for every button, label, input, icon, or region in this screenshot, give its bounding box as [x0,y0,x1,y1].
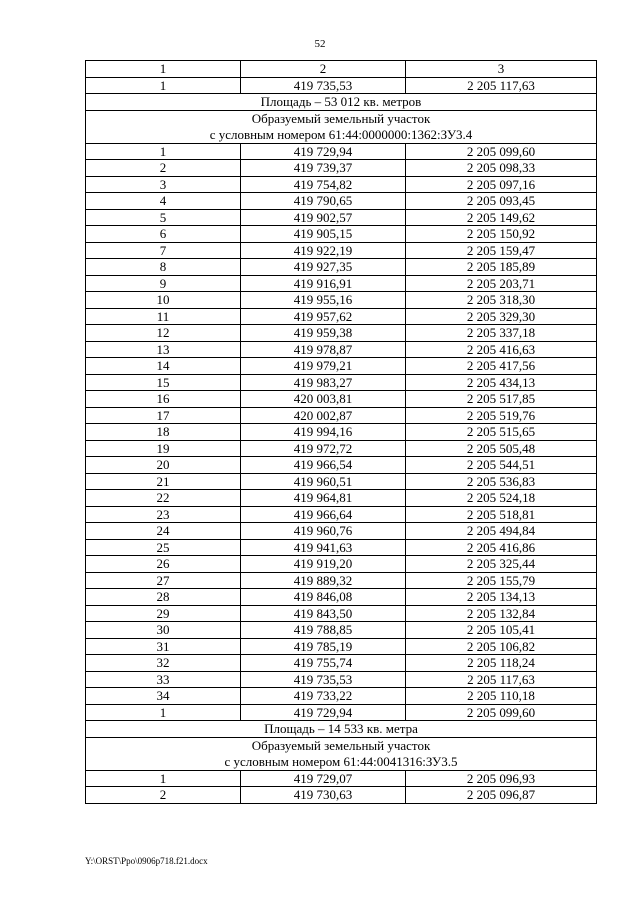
point-number: 11 [86,308,241,325]
y-coordinate: 2 205 417,56 [406,358,597,375]
x-coordinate: 419 739,37 [241,160,406,177]
y-coordinate: 2 205 434,13 [406,374,597,391]
parcel-title [86,110,597,143]
table-row [86,473,597,490]
x-coordinate: 419 964,81 [241,490,406,507]
parcel-title-line: Образуемый земельный участок [251,737,431,753]
point-number: 1 [86,77,241,94]
x-coordinate: 419 994,16 [241,424,406,441]
parcel-title [86,737,597,770]
x-coordinate: 419 846,08 [241,589,406,606]
point-number: 2 [86,787,241,804]
point-number: 6 [86,226,241,243]
y-coordinate: 2 205 132,84 [406,605,597,622]
y-coordinate: 2 205 098,33 [406,160,597,177]
point-number: 24 [86,523,241,540]
table-header-row [86,61,597,78]
file-path-footer: Y:\ORST\Ppo\0906p718.f21.docx [85,856,208,866]
table-row [86,407,597,424]
point-number: 9 [86,275,241,292]
y-coordinate: 2 205 118,24 [406,655,597,672]
table-row [86,193,597,210]
x-coordinate: 419 960,51 [241,473,406,490]
table-row [86,209,597,226]
x-coordinate: 420 002,87 [241,407,406,424]
x-coordinate: 419 972,72 [241,440,406,457]
point-number: 16 [86,391,241,408]
y-coordinate: 2 205 117,63 [406,671,597,688]
point-number: 25 [86,539,241,556]
y-coordinate: 2 205 519,76 [406,407,597,424]
table-row [86,259,597,276]
x-coordinate: 419 959,38 [241,325,406,342]
y-coordinate: 2 205 515,65 [406,424,597,441]
y-coordinate: 2 205 155,79 [406,572,597,589]
y-coordinate: 2 205 318,30 [406,292,597,309]
area-value: Площадь – 53 012 кв. метров [86,94,597,111]
parcel-title-row [86,110,597,143]
point-number: 14 [86,358,241,375]
point-number: 7 [86,242,241,259]
y-coordinate: 2 205 096,93 [406,770,597,787]
table-row [86,605,597,622]
point-number: 17 [86,407,241,424]
point-number: 27 [86,572,241,589]
table-row [86,242,597,259]
y-coordinate: 2 205 517,85 [406,391,597,408]
y-coordinate: 2 205 149,62 [406,209,597,226]
y-coordinate: 2 205 097,16 [406,176,597,193]
table-row [86,424,597,441]
x-coordinate: 419 735,53 [241,77,406,94]
y-coordinate: 2 205 494,84 [406,523,597,540]
y-coordinate: 2 205 505,48 [406,440,597,457]
x-coordinate: 419 966,54 [241,457,406,474]
table-row [86,391,597,408]
table-row [86,341,597,358]
table-row [86,440,597,457]
x-coordinate: 419 955,16 [241,292,406,309]
table-row [86,539,597,556]
point-number: 30 [86,622,241,639]
point-number: 34 [86,688,241,705]
point-number: 21 [86,473,241,490]
y-coordinate: 2 205 099,60 [406,143,597,160]
area-row [86,94,597,111]
table-row [86,638,597,655]
point-number: 28 [86,589,241,606]
point-number: 23 [86,506,241,523]
point-number: 29 [86,605,241,622]
point-number: 5 [86,209,241,226]
point-number: 4 [86,193,241,210]
x-coordinate: 419 729,94 [241,143,406,160]
parcel-number-line: с условным номером 61:44:0000000:1362:ЗУ3.4 [209,126,473,142]
point-number: 1 [86,770,241,787]
table-row [86,770,597,787]
x-coordinate: 419 754,82 [241,176,406,193]
table-row [86,77,597,94]
y-coordinate: 2 205 096,87 [406,787,597,804]
table-row [86,655,597,672]
x-coordinate: 419 983,27 [241,374,406,391]
table-row [86,704,597,721]
point-number: 20 [86,457,241,474]
x-coordinate: 419 922,19 [241,242,406,259]
x-coordinate: 419 733,22 [241,688,406,705]
table-row [86,325,597,342]
x-coordinate: 419 755,74 [241,655,406,672]
point-number: 12 [86,325,241,342]
x-coordinate: 419 730,63 [241,787,406,804]
y-coordinate: 2 205 416,63 [406,341,597,358]
point-number: 32 [86,655,241,672]
x-coordinate: 419 966,64 [241,506,406,523]
y-coordinate: 2 205 110,18 [406,688,597,705]
point-number: 13 [86,341,241,358]
table-row [86,572,597,589]
table-row [86,374,597,391]
point-number: 31 [86,638,241,655]
table-row [86,275,597,292]
x-coordinate: 419 979,21 [241,358,406,375]
area-value: Площадь – 14 533 кв. метра [86,721,597,738]
y-coordinate: 2 205 544,51 [406,457,597,474]
x-coordinate: 419 788,85 [241,622,406,639]
x-coordinate: 419 960,76 [241,523,406,540]
y-coordinate: 2 205 203,71 [406,275,597,292]
x-coordinate: 420 003,81 [241,391,406,408]
table-row [86,787,597,804]
x-coordinate: 419 735,53 [241,671,406,688]
y-coordinate: 2 205 524,18 [406,490,597,507]
point-number: 18 [86,424,241,441]
point-number: 33 [86,671,241,688]
table-row [86,160,597,177]
point-number: 15 [86,374,241,391]
column-header: 1 [86,61,241,78]
y-coordinate: 2 205 337,18 [406,325,597,342]
point-number: 3 [86,176,241,193]
table-row [86,556,597,573]
coordinates-table [85,60,597,804]
page-number: 52 [314,38,326,50]
table-row [86,671,597,688]
x-coordinate: 419 957,62 [241,308,406,325]
table-row [86,143,597,160]
table-row [86,523,597,540]
table-row [86,308,597,325]
column-header: 2 [241,61,406,78]
x-coordinate: 419 889,32 [241,572,406,589]
table-row [86,506,597,523]
y-coordinate: 2 205 105,41 [406,622,597,639]
y-coordinate: 2 205 134,13 [406,589,597,606]
table-row [86,490,597,507]
table-row [86,292,597,309]
y-coordinate: 2 205 185,89 [406,259,597,276]
y-coordinate: 2 205 093,45 [406,193,597,210]
table-row [86,688,597,705]
point-number: 26 [86,556,241,573]
y-coordinate: 2 205 416,86 [406,539,597,556]
x-coordinate: 419 905,15 [241,226,406,243]
x-coordinate: 419 843,50 [241,605,406,622]
table-row [86,226,597,243]
point-number: 10 [86,292,241,309]
table-row [86,589,597,606]
y-coordinate: 2 205 159,47 [406,242,597,259]
parcel-number-line: с условным номером 61:44:0041316:ЗУ3.5 [224,753,458,769]
y-coordinate: 2 205 325,44 [406,556,597,573]
table-row [86,176,597,193]
area-row [86,721,597,738]
x-coordinate: 419 916,91 [241,275,406,292]
y-coordinate: 2 205 117,63 [406,77,597,94]
parcel-title-line: Образуемый земельный участок [251,110,431,126]
y-coordinate: 2 205 106,82 [406,638,597,655]
point-number: 2 [86,160,241,177]
point-number: 1 [86,143,241,160]
table-row [86,358,597,375]
table-row [86,457,597,474]
x-coordinate: 419 978,87 [241,341,406,358]
x-coordinate: 419 790,65 [241,193,406,210]
x-coordinate: 419 927,35 [241,259,406,276]
column-header: 3 [406,61,597,78]
y-coordinate: 2 205 150,92 [406,226,597,243]
x-coordinate: 419 729,07 [241,770,406,787]
y-coordinate: 2 205 536,83 [406,473,597,490]
point-number: 8 [86,259,241,276]
x-coordinate: 419 902,57 [241,209,406,226]
point-number: 22 [86,490,241,507]
y-coordinate: 2 205 329,30 [406,308,597,325]
x-coordinate: 419 941,63 [241,539,406,556]
x-coordinate: 419 919,20 [241,556,406,573]
y-coordinate: 2 205 099,60 [406,704,597,721]
x-coordinate: 419 785,19 [241,638,406,655]
table-row [86,622,597,639]
x-coordinate: 419 729,94 [241,704,406,721]
parcel-title-row [86,737,597,770]
y-coordinate: 2 205 518,81 [406,506,597,523]
point-number: 19 [86,440,241,457]
point-number: 1 [86,704,241,721]
